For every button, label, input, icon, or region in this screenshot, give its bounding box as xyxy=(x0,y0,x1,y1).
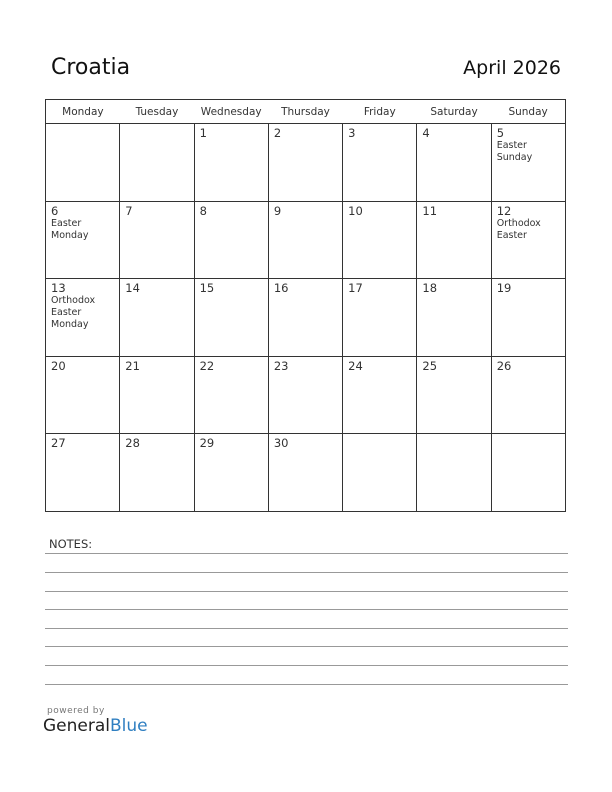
powered-by-text: powered by xyxy=(47,706,105,716)
day-number: 28 xyxy=(125,436,140,451)
day-number: 19 xyxy=(496,281,512,296)
notes-line xyxy=(45,572,568,573)
day-cell xyxy=(417,279,491,357)
holiday-label: Easter xyxy=(496,140,527,151)
day-number: 2 xyxy=(273,126,282,140)
week-row xyxy=(46,434,566,512)
day-cell xyxy=(343,279,417,357)
day-number: 17 xyxy=(348,281,363,296)
day-cell xyxy=(491,434,565,512)
day-cell xyxy=(120,434,194,512)
weekday-header: Wednesday xyxy=(194,100,268,124)
day-cell xyxy=(46,434,120,512)
day-number: 13 xyxy=(51,281,66,296)
day-number: 9 xyxy=(273,203,282,218)
day-cell xyxy=(491,279,565,357)
holiday-label: Orthodox xyxy=(51,295,96,307)
weekday-header: Friday xyxy=(343,100,417,124)
day-number: 7 xyxy=(125,203,133,218)
week-row xyxy=(46,201,566,279)
day-cell xyxy=(417,356,491,434)
day-cell xyxy=(120,124,194,202)
day-number: 16 xyxy=(273,281,289,296)
day-cell xyxy=(343,356,417,434)
day-cell xyxy=(491,356,565,434)
day-cell xyxy=(417,201,491,279)
day-number: 10 xyxy=(348,203,363,218)
day-cell xyxy=(194,356,268,434)
day-cell xyxy=(194,434,268,512)
day-cell xyxy=(194,279,268,357)
day-cell xyxy=(194,201,268,279)
weekday-header: Saturday xyxy=(417,100,491,124)
notes-label: NOTES: xyxy=(49,537,93,551)
day-number: 14 xyxy=(125,281,140,296)
month-title: April 2026 xyxy=(463,57,561,79)
calendar-grid xyxy=(45,99,566,512)
weekday-header: Tuesday xyxy=(120,100,194,124)
day-cell xyxy=(194,124,268,202)
day-number: 5 xyxy=(496,126,505,140)
day-cell xyxy=(268,434,342,512)
day-number: 4 xyxy=(422,126,430,140)
country-title: Croatia xyxy=(51,55,131,80)
day-number: 26 xyxy=(496,358,512,373)
holiday-label: Easter xyxy=(51,217,82,229)
week-row xyxy=(46,279,566,357)
day-number: 20 xyxy=(51,358,66,373)
day-number: 15 xyxy=(199,281,215,296)
weekday-header: Thursday xyxy=(268,100,342,124)
day-number: 22 xyxy=(199,358,215,373)
day-number: 27 xyxy=(51,436,66,451)
weekday-header: Monday xyxy=(46,100,120,124)
week-row xyxy=(46,124,566,202)
notes-line xyxy=(45,646,568,647)
notes-line xyxy=(45,591,568,592)
holiday-label: Sunday xyxy=(496,152,533,163)
weekday-header: Sunday xyxy=(491,100,565,124)
day-number: 29 xyxy=(199,436,215,451)
day-cell xyxy=(46,201,120,279)
day-cell xyxy=(491,124,565,202)
day-cell xyxy=(46,124,120,202)
notes-line xyxy=(45,628,568,629)
holiday-label: Easter xyxy=(496,229,527,241)
notes-line xyxy=(45,665,568,666)
brand-logo xyxy=(43,716,148,736)
notes-line xyxy=(45,553,568,554)
day-number: 12 xyxy=(496,203,512,218)
day-number: 24 xyxy=(348,358,363,373)
brand-general: General xyxy=(43,716,110,736)
notes-line xyxy=(45,609,568,610)
day-cell xyxy=(268,124,342,202)
day-number: 30 xyxy=(273,436,289,451)
day-cell xyxy=(120,279,194,357)
holiday-label: Orthodox xyxy=(496,217,541,229)
day-number: 18 xyxy=(422,281,438,296)
day-cell xyxy=(343,201,417,279)
day-cell xyxy=(417,124,491,202)
day-number: 3 xyxy=(348,126,356,140)
day-number: 6 xyxy=(51,203,59,218)
day-cell xyxy=(46,356,120,434)
day-cell xyxy=(46,279,120,357)
day-cell xyxy=(343,124,417,202)
day-number: 8 xyxy=(199,203,207,218)
day-cell xyxy=(417,434,491,512)
day-cell xyxy=(268,279,342,357)
holiday-label: Monday xyxy=(51,319,89,331)
day-number: 1 xyxy=(199,126,207,140)
week-row xyxy=(46,356,566,434)
holiday-label: Monday xyxy=(51,229,89,241)
holiday-label: Easter xyxy=(51,307,82,319)
notes-line xyxy=(45,684,568,685)
day-cell xyxy=(343,434,417,512)
day-cell xyxy=(120,201,194,279)
day-number: 23 xyxy=(273,358,289,373)
day-cell xyxy=(268,201,342,279)
brand-blue: Blue xyxy=(110,716,148,736)
day-cell xyxy=(120,356,194,434)
day-number: 21 xyxy=(125,358,140,373)
day-cell xyxy=(268,356,342,434)
weekday-header-row xyxy=(46,100,566,124)
day-number: 11 xyxy=(422,203,438,218)
day-cell xyxy=(491,201,565,279)
day-number: 25 xyxy=(422,358,438,373)
